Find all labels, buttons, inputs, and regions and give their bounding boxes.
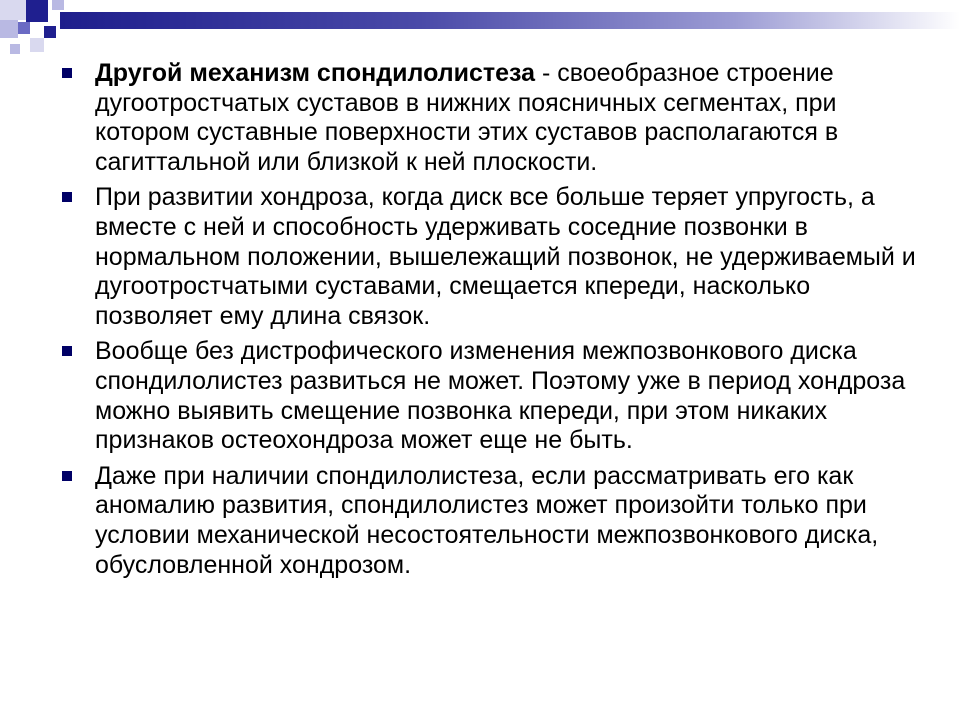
decor-square-3: [52, 0, 64, 10]
square-bullet-icon: [62, 471, 72, 481]
bullet-text: Даже при наличии спондилолистеза, если рассматривать его как аномалию развития, спондилолистез может произойти только при условии механической несостоятельности межпозвонкового диска, обусловленной хондрозом.: [95, 461, 879, 579]
bullet-item-2: [60, 183, 920, 331]
bullet-list: [60, 59, 920, 586]
bullet-text: - своеобразное строение дугоотростчатых суставов в нижних поясничных сегментах, при котором суставные поверхности этих суставов располагаются в сагиттальной или близкой к ней плоскости.: [95, 59, 839, 176]
square-bullet-icon: [62, 346, 72, 356]
square-bullet-icon: [62, 192, 72, 202]
decor-square-8: [10, 44, 20, 54]
bullet-item-4: [60, 462, 920, 580]
bullet-item-3: [60, 337, 920, 455]
bullet-bold-lead: Другой механизм спондилолистеза: [95, 59, 536, 87]
bullet-item-1: [60, 59, 920, 177]
header-gradient-bar: [60, 12, 960, 29]
decor-square-6: [44, 26, 56, 38]
square-bullet-icon: [62, 68, 72, 78]
decor-square-5: [18, 22, 30, 34]
bullet-text: При развитии хондроза, когда диск все больше теряет упругость, а вместе с ней и способность удерживать соседние позвонки в нормальном положении, вышележащий позвонок, не удерживаемый и дугоотростчатыми суставами, смещается кпереди, насколько позволяет ему длина связок.: [95, 183, 916, 330]
decor-square-4: [0, 20, 18, 38]
decor-square-1: [0, 0, 26, 20]
bullet-text: Вообще без дистрофического изменения межпозвонкового диска спондилолистез развиться не может. Поэтому уже в период хондроза можно выявить смещение позвонка кпереди, при этом никаких признаков остеохондроза может еще не быть.: [95, 337, 906, 455]
decor-square-2: [26, 0, 48, 22]
decor-square-7: [30, 38, 44, 52]
